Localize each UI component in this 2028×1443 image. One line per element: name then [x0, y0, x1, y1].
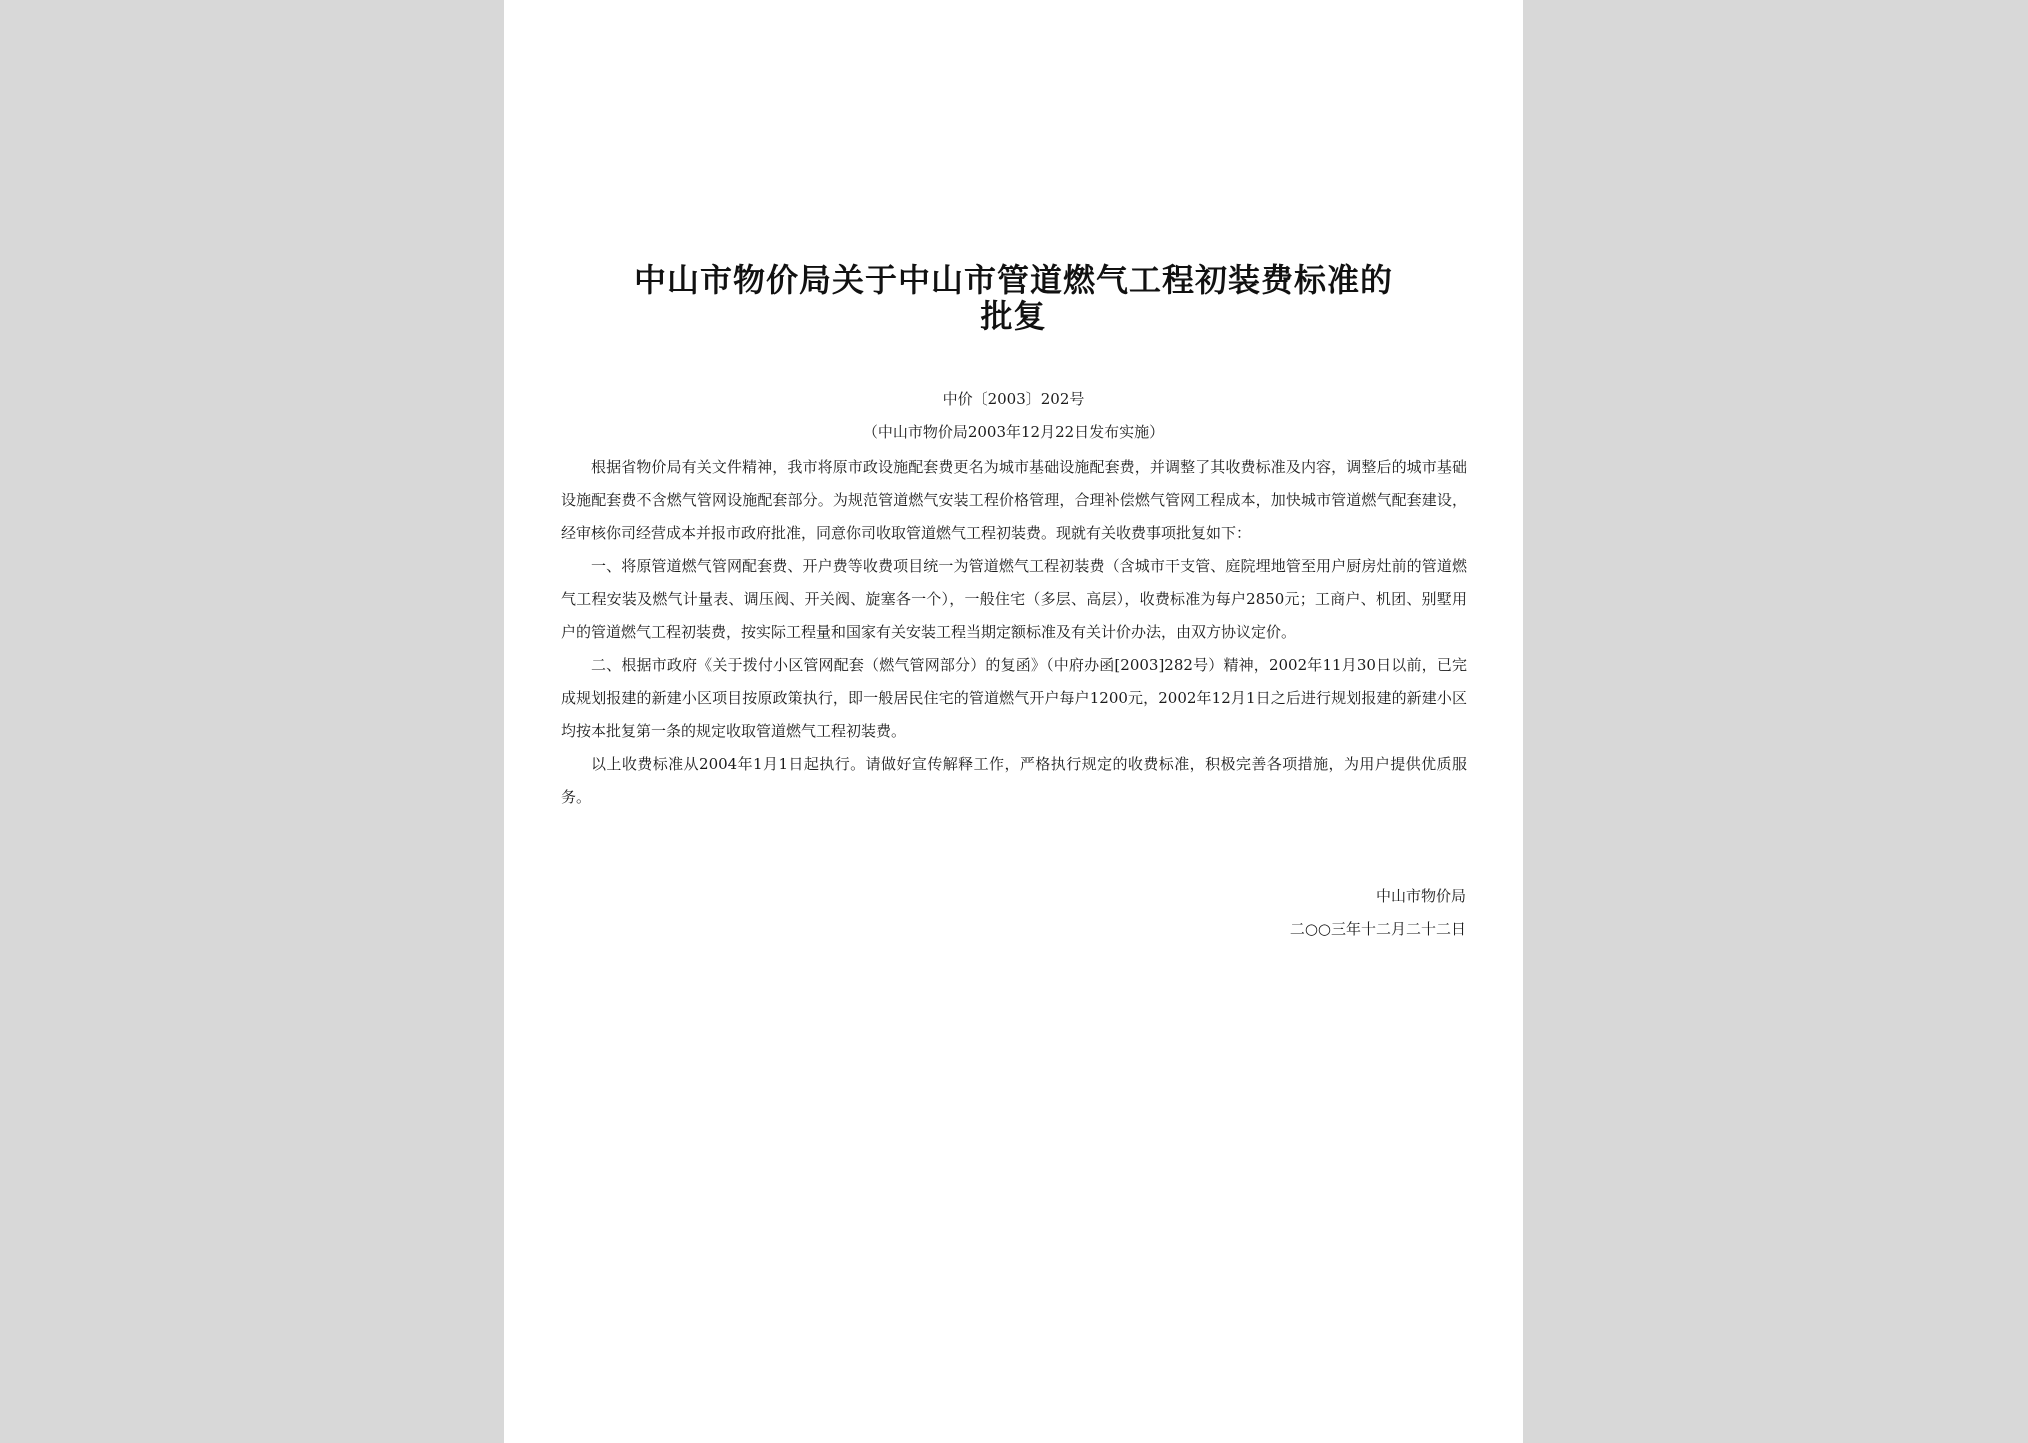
document-number: 中价〔2003〕202号: [942, 390, 1085, 408]
document-title: [504, 262, 1523, 334]
signature-block: [1290, 880, 1466, 946]
title-line-2: 批复: [980, 297, 1047, 335]
title-line-1: 中山市物价局关于中山市管道燃气工程初装费标准的: [633, 261, 1393, 299]
document-body: [561, 451, 1467, 814]
signature-date: 二○○三年十二月二十二日: [1289, 920, 1466, 938]
paragraph-item-1: 一、将原管道燃气管网配套费、开户费等收费项目统一为管道燃气工程初装费（含城市干支管、庭院埋地管至用户厨房灶前的管道燃气工程安装及燃气计量表、调压阀、开关阀、旋塞各一个），一般住宅（多层、高层），收费标准为每户2850元；工商户、机团、别墅用户的管道燃气工程初装费，按实际工程量和国家有关安装工程当期定额标准及有关计价办法，由双方协议定价。: [561, 557, 1467, 641]
paragraph-intro: 根据省物价局有关文件精神，我市将原市政设施配套费更名为城市基础设施配套费，并调整了其收费标准及内容，调整后的城市基础设施配套费不含燃气管网设施配套部分。为规范管道燃气安装工程价格管理，合理补偿燃气管网工程成本，加快城市管道燃气配套建设，经审核你司经营成本并报市政府批准，同意你司收取管道燃气工程初装费。现就有关收费事项批复如下：: [561, 458, 1467, 542]
paragraph-item-2: 二、根据市政府《关于拨付小区管网配套（燃气管网部分）的复函》（中府办函[2003]282号）精神，2002年11月30日以前，已完成规划报建的新建小区项目按原政策执行，即一般居民住宅的管道燃气开户每户1200元，2002年12月1日之后进行规划报建的新建小区均按本批复第一条的规定收取管道燃气工程初装费。: [561, 656, 1467, 740]
paragraph-closing: 以上收费标准从2004年1月1日起执行。请做好宣传解释工作，严格执行规定的收费标准，积极完善各项措施，为用户提供优质服务。: [561, 755, 1467, 806]
issued-note: （中山市物价局2003年12月22日发布实施）: [862, 423, 1165, 441]
document-page: [504, 0, 1523, 1443]
signer-name: 中山市物价局: [1375, 887, 1466, 905]
